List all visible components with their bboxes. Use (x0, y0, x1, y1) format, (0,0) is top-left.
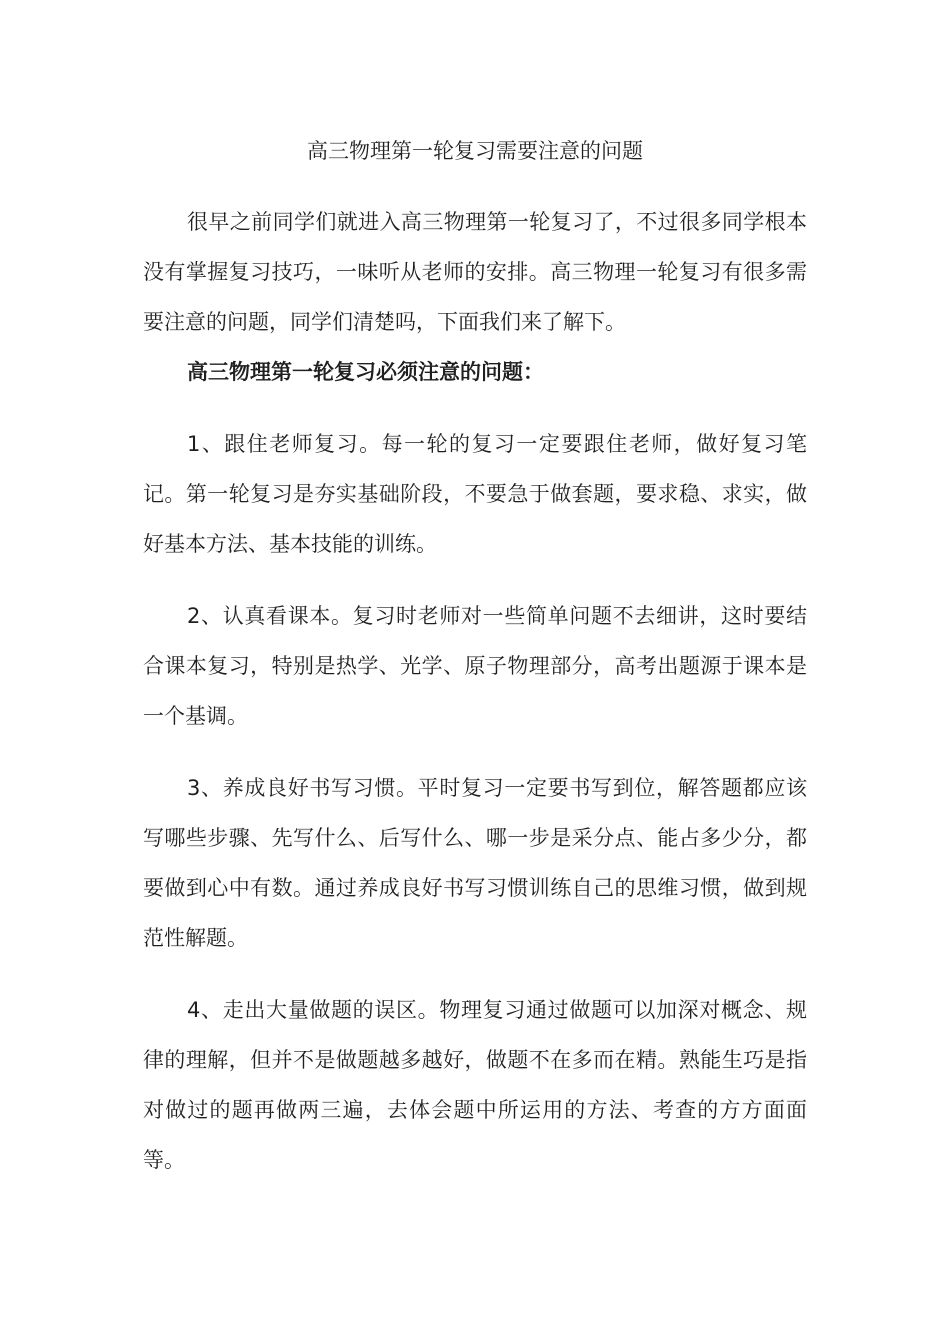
document-title: 高三物理第一轮复习需要注意的问题 (307, 139, 643, 163)
point-4-paragraph: 4、走出大量做题的误区。物理复习通过做题可以加深对概念、规律的理解，但并不是做题越多越好，做题不在多而在精。熟能生巧是指对做过的题再做两三遍，去体会题中所运用的方法、考查的方方面面等。 (143, 998, 807, 1172)
point-2-paragraph: 2、认真看课本。复习时老师对一些简单问题不去细讲，这时要结合课本复习，特别是热学、光学、原子物理部分，高考出题源于课本是一个基调。 (143, 604, 807, 728)
point-1-paragraph: 1、跟住老师复习。每一轮的复习一定要跟住老师，做好复习笔记。第一轮复习是夯实基础阶段，不要急于做套题，要求稳、求实，做好基本方法、基本技能的训练。 (143, 432, 807, 556)
point-3-paragraph: 3、养成良好书写习惯。平时复习一定要书写到位，解答题都应该写哪些步骤、先写什么、后写什么、哪一步是采分点、能占多少分，都要做到心中有数。通过养成良好书写习惯训练自己的思维习惯，做到规范性解题。 (143, 776, 807, 950)
section-heading: 高三物理第一轮复习必须注意的问题： (187, 360, 544, 384)
intro-paragraph: 很早之前同学们就进入高三物理第一轮复习了，不过很多同学根本没有掌握复习技巧，一味听从老师的安排。高三物理一轮复习有很多需要注意的问题，同学们清楚吗，下面我们来了解下。 (143, 210, 807, 334)
